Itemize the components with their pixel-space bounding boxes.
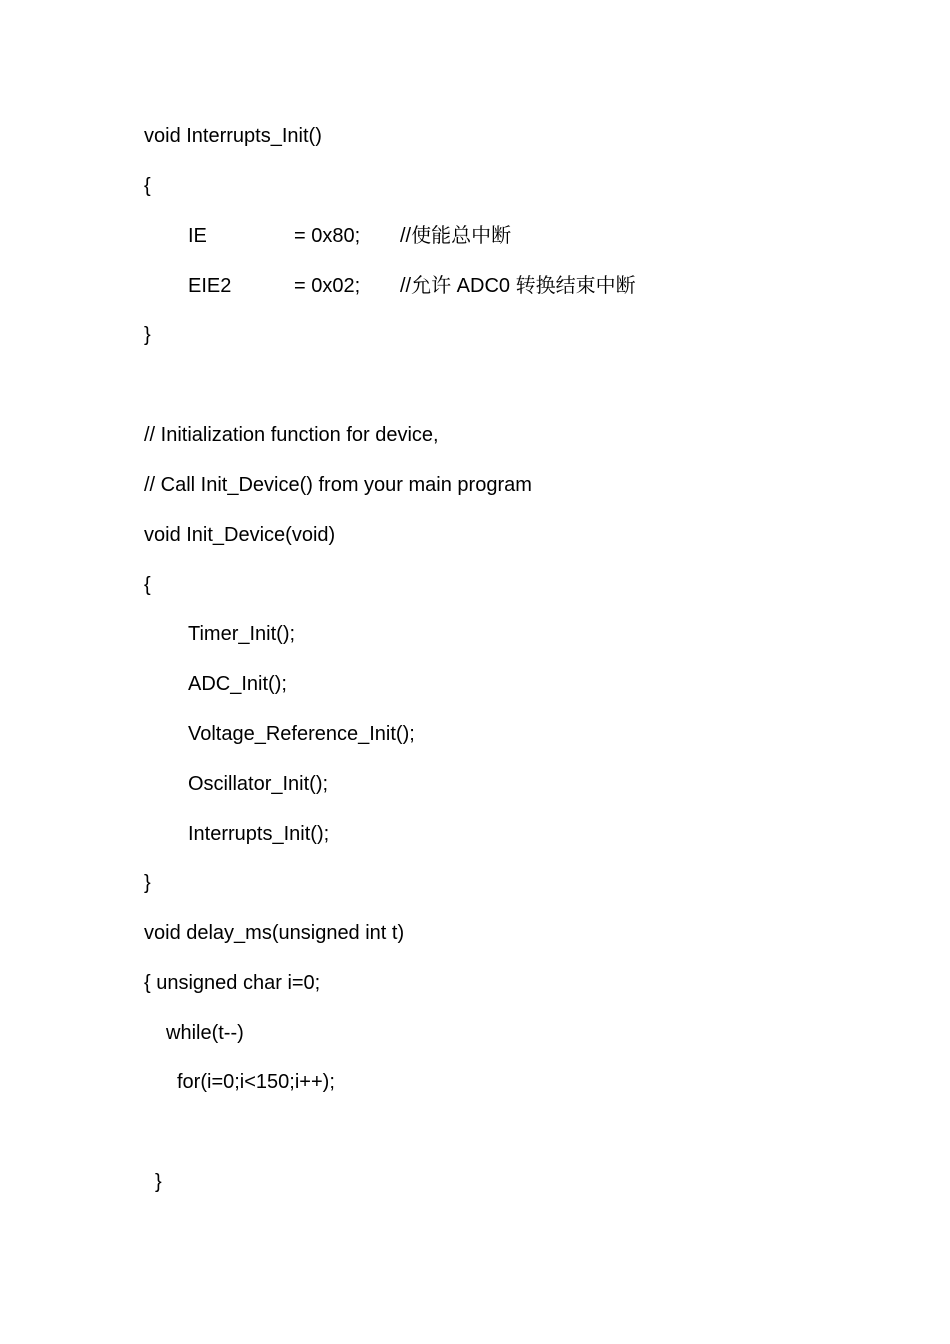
code-line: Oscillator_Init();: [188, 773, 329, 795]
code-line: void Init_Device(void): [144, 524, 336, 546]
code-line: {: [144, 574, 151, 596]
code-line: {: [144, 175, 151, 197]
code-line: void Interrupts_Init(): [144, 125, 322, 147]
code-comment: //使能总中断: [400, 225, 512, 247]
code-line: { unsigned char i=0;: [144, 972, 321, 994]
code-line: for(i=0;i<150;i++);: [177, 1071, 335, 1093]
register-name: EIE2: [188, 275, 232, 297]
code-comment-line: // Initialization function for device,: [144, 424, 439, 446]
code-line: }: [144, 324, 151, 346]
code-line: Interrupts_Init();: [188, 823, 330, 845]
code-comment: //允许 ADC0 转换结束中断: [400, 275, 636, 297]
register-value: = 0x80;: [294, 225, 361, 247]
code-line: while(t--): [166, 1022, 244, 1044]
code-line: Timer_Init();: [188, 623, 296, 645]
code-line: void delay_ms(unsigned int t): [144, 922, 405, 944]
assignment-line: [144, 224, 844, 248]
code-line: Voltage_Reference_Init();: [188, 723, 415, 745]
code-line: }: [144, 872, 151, 894]
code-comment-line: // Call Init_Device() from your main program: [144, 474, 532, 496]
code-line: }: [155, 1171, 162, 1193]
code-line: ADC_Init();: [188, 673, 287, 695]
assignment-line: [144, 274, 844, 298]
register-value: = 0x02;: [294, 275, 361, 297]
register-name: IE: [188, 225, 207, 247]
